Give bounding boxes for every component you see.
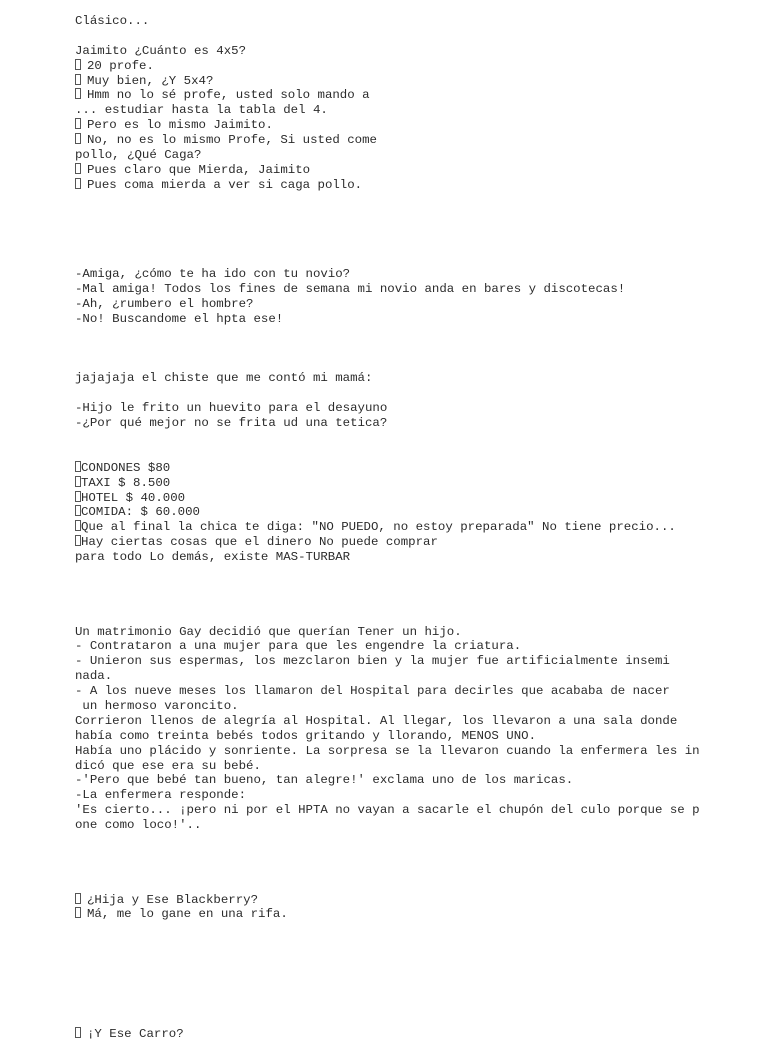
- blank-line: [75, 327, 755, 342]
- blank-line: [75, 610, 755, 625]
- blank-line: [75, 431, 755, 446]
- line-text: HOTEL $ 40.000: [81, 490, 186, 505]
- text-line: [75, 1027, 755, 1041]
- text-line: [75, 654, 755, 669]
- line-text: Hmm no lo sé profe, usted solo mando a: [87, 88, 370, 103]
- line-text: Jaimito ¿Cuánto es 4x5?: [75, 43, 247, 58]
- blank-line: [75, 952, 755, 967]
- missing-glyph-icon: [75, 88, 81, 99]
- line-text: -Ah, ¿rumbero el hombre?: [75, 296, 254, 311]
- line-text: - Unieron sus espermas, los mezclaron bien y la mujer fue artificialmente insemi: [75, 654, 670, 669]
- text-line: [75, 759, 755, 774]
- text-line: [75, 803, 755, 818]
- document-page: [75, 14, 755, 1041]
- line-text: Pero es lo mismo Jaimito.: [87, 118, 273, 133]
- text-line: [75, 550, 755, 565]
- blank-line: [75, 222, 755, 237]
- text-line: [75, 818, 755, 833]
- blank-line: [75, 386, 755, 401]
- text-line: [75, 907, 755, 922]
- blank-line: [75, 356, 755, 371]
- line-text: -'Pero que bebé tan bueno, tan alegre!' exclama uno de los maricas.: [75, 773, 574, 788]
- text-line: [75, 744, 755, 759]
- line-text: ... estudiar hasta la tabla del 4.: [75, 103, 328, 118]
- line-text: jajajaja el chiste que me contó mi mamá:: [75, 371, 373, 386]
- text-line: [75, 669, 755, 684]
- line-text: CONDONES $80: [81, 460, 171, 475]
- text-line: [75, 371, 755, 386]
- blank-line: [75, 193, 755, 208]
- line-text: Corrieron llenos de alegría al Hospital. Al llegar, los llevaron a una sala donde: [75, 713, 678, 728]
- missing-glyph-icon: [75, 74, 81, 85]
- blank-line: [75, 967, 755, 982]
- text-line: [75, 729, 755, 744]
- text-line: [75, 148, 755, 163]
- blank-line: [75, 878, 755, 893]
- text-line: [75, 59, 755, 74]
- blank-line: [75, 237, 755, 252]
- line-text: Muy bien, ¿Y 5x4?: [87, 73, 214, 88]
- line-text: Un matrimonio Gay decidió que querían Tener un hijo.: [75, 624, 462, 639]
- line-text: -Amiga, ¿cómo te ha ido con tu novio?: [75, 267, 351, 282]
- line-text: Clásico...: [75, 14, 150, 28]
- text-line: [75, 684, 755, 699]
- blank-line: [75, 446, 755, 461]
- blank-line: [75, 565, 755, 580]
- line-text: ¡Y Ese Carro?: [87, 1026, 184, 1041]
- blank-line: [75, 580, 755, 595]
- text-line: [75, 44, 755, 59]
- missing-glyph-icon: [75, 893, 81, 904]
- line-text: había como treinta bebés todos gritando y llorando, MENOS UNO.: [75, 728, 537, 743]
- text-line: [75, 282, 755, 297]
- line-text: No, no es lo mismo Profe, Si usted come: [87, 133, 377, 148]
- blank-line: [75, 922, 755, 937]
- text-line: [75, 699, 755, 714]
- text-line: [75, 312, 755, 327]
- blank-line: [75, 342, 755, 357]
- line-text: un hermoso varoncito.: [75, 698, 239, 713]
- text-line: [75, 133, 755, 148]
- blank-line: [75, 833, 755, 848]
- line-text: pollo, ¿Qué Caga?: [75, 148, 202, 163]
- text-line: [75, 118, 755, 133]
- blank-line: [75, 208, 755, 223]
- line-text: Má, me lo gane en una rifa.: [87, 907, 288, 922]
- line-text: - A los nueve meses los llamaron del Hospital para decirles que acababa de nacer: [75, 684, 670, 699]
- missing-glyph-icon: [75, 118, 81, 129]
- line-text: COMIDA: $ 60.000: [81, 505, 200, 520]
- line-text: Hay ciertas cosas que el dinero No puede comprar: [81, 535, 438, 550]
- text-line: [75, 267, 755, 282]
- line-text: dicó que ese era su bebé.: [75, 758, 261, 773]
- text-line: [75, 461, 755, 476]
- text-line: [75, 520, 755, 535]
- line-text: Que al final la chica te diga: "NO PUEDO, no estoy preparada" No tiene precio...: [81, 520, 676, 535]
- line-text: one como loco!'..: [75, 818, 202, 833]
- line-text: - Contrataron a una mujer para que les engendre la criatura.: [75, 639, 522, 654]
- text-line: [75, 505, 755, 520]
- line-text: Pues claro que Mierda, Jaimito: [87, 162, 311, 177]
- line-text: 'Es cierto... ¡pero ni por el HPTA no vayan a sacarle el chupón del culo porque se p: [75, 803, 700, 818]
- text-line: [75, 639, 755, 654]
- line-text: -Hijo le frito un huevito para el desayuno: [75, 401, 388, 416]
- blank-line: [75, 595, 755, 610]
- text-line: [75, 491, 755, 506]
- text-line: [75, 401, 755, 416]
- line-text: -No! Buscandome el hpta ese!: [75, 311, 284, 326]
- missing-glyph-icon: [75, 907, 81, 918]
- text-line: [75, 163, 755, 178]
- text-line: [75, 625, 755, 640]
- line-text: ¿Hija y Ese Blackberry?: [87, 892, 259, 907]
- blank-line: [75, 252, 755, 267]
- text-line: [75, 535, 755, 550]
- missing-glyph-icon: [75, 163, 81, 174]
- text-line: [75, 14, 755, 29]
- text-line: [75, 416, 755, 431]
- line-text: para todo Lo demás, existe MAS-TURBAR: [75, 550, 351, 565]
- missing-glyph-icon: [75, 133, 81, 144]
- line-text: nada.: [75, 669, 113, 684]
- missing-glyph-icon: [75, 178, 81, 189]
- line-text: -¿Por qué mejor no se frita ud una tetica?: [75, 416, 388, 431]
- text-line: [75, 714, 755, 729]
- text-line: [75, 773, 755, 788]
- text-line: [75, 88, 755, 103]
- line-text: TAXI $ 8.500: [81, 475, 171, 490]
- blank-line: [75, 848, 755, 863]
- missing-glyph-icon: [75, 1027, 81, 1038]
- line-text: Pues coma mierda a ver si caga pollo.: [87, 177, 363, 192]
- text-line: [75, 297, 755, 312]
- text-line: [75, 476, 755, 491]
- text-line: [75, 74, 755, 89]
- line-text: Había uno plácido y sonriente. La sorpresa se la llevaron cuando la enfermera les in: [75, 743, 700, 758]
- blank-line: [75, 937, 755, 952]
- text-line: [75, 893, 755, 908]
- missing-glyph-icon: [75, 59, 81, 70]
- blank-line: [75, 982, 755, 997]
- line-text: 20 profe.: [87, 58, 154, 73]
- text-line: [75, 178, 755, 193]
- blank-line: [75, 997, 755, 1012]
- line-text: -La enfermera responde:: [75, 788, 247, 803]
- text-line: [75, 788, 755, 803]
- blank-line: [75, 1012, 755, 1027]
- line-text: -Mal amiga! Todos los fines de semana mi novio anda en bares y discotecas!: [75, 282, 626, 297]
- blank-line: [75, 29, 755, 44]
- blank-line: [75, 863, 755, 878]
- text-line: [75, 103, 755, 118]
